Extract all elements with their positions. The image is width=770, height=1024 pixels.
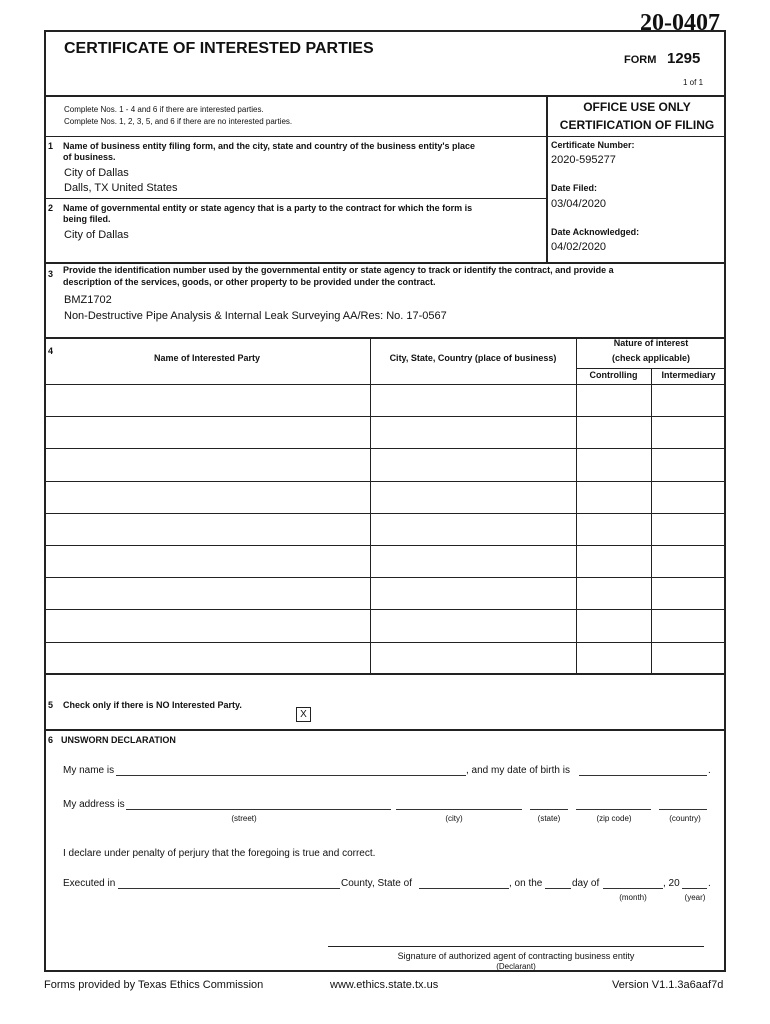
table-row [44, 449, 726, 480]
section3-label-line-2: description of the services, goods, or other property to be provided under the contract. [63, 277, 436, 287]
party-name-cell[interactable] [44, 514, 370, 545]
executed-prefix: Executed in [63, 878, 116, 889]
executed-state-field[interactable] [419, 888, 509, 889]
section2-label-line-1: Name of governmental entity or state agency that is a party to the contract for which the form is [63, 203, 473, 213]
section2-number: 2 [48, 203, 54, 213]
party-location-cell[interactable] [370, 578, 576, 609]
street-field[interactable] [126, 809, 391, 810]
party-name-cell[interactable] [44, 578, 370, 609]
office-use-title: OFFICE USE ONLY [583, 100, 691, 114]
section6-top-border [44, 729, 726, 731]
party-name-cell[interactable] [44, 546, 370, 577]
intermediary-cell[interactable] [651, 482, 726, 513]
party-name-cell[interactable] [44, 449, 370, 480]
signature-line[interactable] [328, 946, 704, 947]
section1-number: 1 [48, 141, 54, 151]
footer-left: Forms provided by Texas Ethics Commission [44, 979, 264, 991]
month-caption: (month) [619, 893, 647, 902]
section3-label-line-1: Provide the identification number used by the governmental entity or state agency to track or identify the contract, and provide a [63, 265, 614, 275]
controlling-cell[interactable] [576, 610, 651, 641]
name-field[interactable] [116, 775, 466, 776]
party-location-cell[interactable] [370, 385, 576, 416]
section2-label-line-2: being filed. [63, 214, 111, 224]
controlling-cell[interactable] [576, 417, 651, 448]
controlling-cell[interactable] [576, 546, 651, 577]
col-header-nature-2: (check applicable) [611, 353, 691, 363]
table-row [44, 546, 726, 577]
name-prefix: My name is [63, 765, 115, 776]
county-field[interactable] [118, 888, 340, 889]
year-period: . [708, 878, 711, 889]
instruction-line-1: Complete Nos. 1 - 4 and 6 if there are interested parties. [64, 105, 264, 114]
city-caption: (city) [445, 814, 463, 823]
section3-number: 3 [48, 269, 54, 279]
table-row [44, 610, 726, 641]
intermediary-cell[interactable] [651, 610, 726, 641]
controlling-cell[interactable] [576, 449, 651, 480]
party-location-cell[interactable] [370, 610, 576, 641]
section1-value-line-2: Dalls, TX United States [64, 182, 178, 194]
no-interested-party-checkbox[interactable]: X [296, 707, 311, 722]
col-header-location: City, State, Country (place of business) [389, 353, 557, 363]
footer-website[interactable]: www.ethics.state.tx.us [330, 979, 439, 991]
intermediary-cell[interactable] [651, 449, 726, 480]
country-field[interactable] [659, 809, 707, 810]
state-field[interactable] [530, 809, 568, 810]
declarant-caption: (Declarant) [496, 962, 536, 971]
controlling-cell[interactable] [576, 514, 651, 545]
table-row [44, 578, 726, 609]
col-header-intermediary: Intermediary [661, 370, 716, 380]
zip-field[interactable] [576, 809, 651, 810]
dob-text: , and my date of birth is [466, 765, 570, 776]
party-location-cell[interactable] [370, 482, 576, 513]
dob-field[interactable] [579, 775, 707, 776]
party-name-cell[interactable] [44, 482, 370, 513]
table-row [44, 643, 726, 674]
header-divider [44, 95, 726, 97]
section5-number: 5 [48, 700, 54, 710]
table-row [44, 514, 726, 545]
month-field[interactable] [603, 888, 663, 889]
intermediary-cell[interactable] [651, 385, 726, 416]
page-indicator: 1 of 1 [683, 78, 704, 87]
intermediary-cell[interactable] [651, 514, 726, 545]
intermediary-cell[interactable] [651, 546, 726, 577]
footer-version: Version V1.1.3a6aaf7d [612, 979, 724, 991]
party-name-cell[interactable] [44, 643, 370, 674]
cert-number-value: 2020-595277 [551, 154, 616, 166]
perjury-statement: I declare under penalty of perjury that the foregoing is true and correct. [63, 848, 376, 859]
party-name-cell[interactable] [44, 417, 370, 448]
col-header-controlling: Controlling [589, 370, 638, 380]
section3-value-line-1: BMZ1702 [64, 294, 112, 306]
col-header-nature-1: Nature of interest [613, 338, 689, 348]
office-box-divider [546, 136, 726, 137]
section1-top-border [44, 136, 546, 137]
cert-number-label: Certificate Number: [551, 140, 635, 150]
state-caption: (state) [537, 814, 561, 823]
party-location-cell[interactable] [370, 546, 576, 577]
party-name-cell[interactable] [44, 385, 370, 416]
controlling-cell[interactable] [576, 578, 651, 609]
section2-value: City of Dallas [64, 229, 129, 241]
country-caption: (country) [669, 814, 701, 823]
intermediary-cell[interactable] [651, 578, 726, 609]
section6-label: UNSWORN DECLARATION [61, 735, 176, 745]
dob-period: . [708, 765, 711, 776]
instruction-line-2: Complete Nos. 1, 2, 3, 5, and 6 if there are no interested parties. [64, 117, 293, 126]
section3-top-border [44, 262, 726, 264]
section6-number: 6 [48, 735, 54, 745]
section3-value-line-2: Non-Destructive Pipe Analysis & Internal Leak Surveying AA/Res: No. 17-0567 [64, 310, 447, 322]
year-field[interactable] [682, 888, 707, 889]
controlling-cell[interactable] [576, 385, 651, 416]
signature-caption: Signature of authorized agent of contracting business entity [397, 951, 635, 961]
date-filed-value: 03/04/2020 [551, 198, 607, 210]
document-number: 20-0407 [640, 10, 720, 36]
controlling-cell[interactable] [576, 643, 651, 674]
section2-top-border [44, 198, 546, 199]
zip-caption: (zip code) [596, 814, 632, 823]
intermediary-cell[interactable] [651, 643, 726, 674]
section5-label: Check only if there is NO Interested Party. [63, 700, 242, 710]
date-ack-value: 04/02/2020 [551, 241, 607, 253]
intermediary-cell[interactable] [651, 417, 726, 448]
section1-value-line-1: City of Dallas [64, 167, 129, 179]
table-row [44, 417, 726, 448]
table-row [44, 385, 726, 416]
form-title: CERTIFICATE OF INTERESTED PARTIES [64, 40, 374, 57]
twenty-text: , 20 [663, 878, 680, 889]
on-the-text: , on the [509, 878, 543, 889]
year-caption: (year) [684, 893, 706, 902]
table-row [44, 482, 726, 513]
street-caption: (street) [231, 814, 257, 823]
section5-top-border [44, 673, 726, 675]
form-number: 1295 [667, 50, 701, 67]
section4-number: 4 [48, 346, 54, 356]
controlling-cell[interactable] [576, 482, 651, 513]
date-filed-label: Date Filed: [551, 183, 598, 193]
col-header-name: Name of Interested Party [153, 353, 261, 363]
party-location-cell[interactable] [370, 514, 576, 545]
party-location-cell[interactable] [370, 643, 576, 674]
address-prefix: My address is [63, 799, 125, 810]
section1-label-line-2: of business. [63, 152, 116, 162]
party-location-cell[interactable] [370, 417, 576, 448]
form-label: FORM [624, 54, 657, 66]
date-ack-label: Date Acknowledged: [551, 227, 640, 237]
party-location-cell[interactable] [370, 449, 576, 480]
day-of-text: day of [572, 878, 600, 889]
county-state-text: County, State of [341, 878, 412, 889]
section1-label-line-1: Name of business entity filing form, and the city, state and country of the business entity's place [63, 141, 476, 151]
city-field[interactable] [396, 809, 522, 810]
certification-title: CERTIFICATION OF FILING [559, 118, 715, 132]
day-field[interactable] [545, 888, 571, 889]
party-name-cell[interactable] [44, 610, 370, 641]
